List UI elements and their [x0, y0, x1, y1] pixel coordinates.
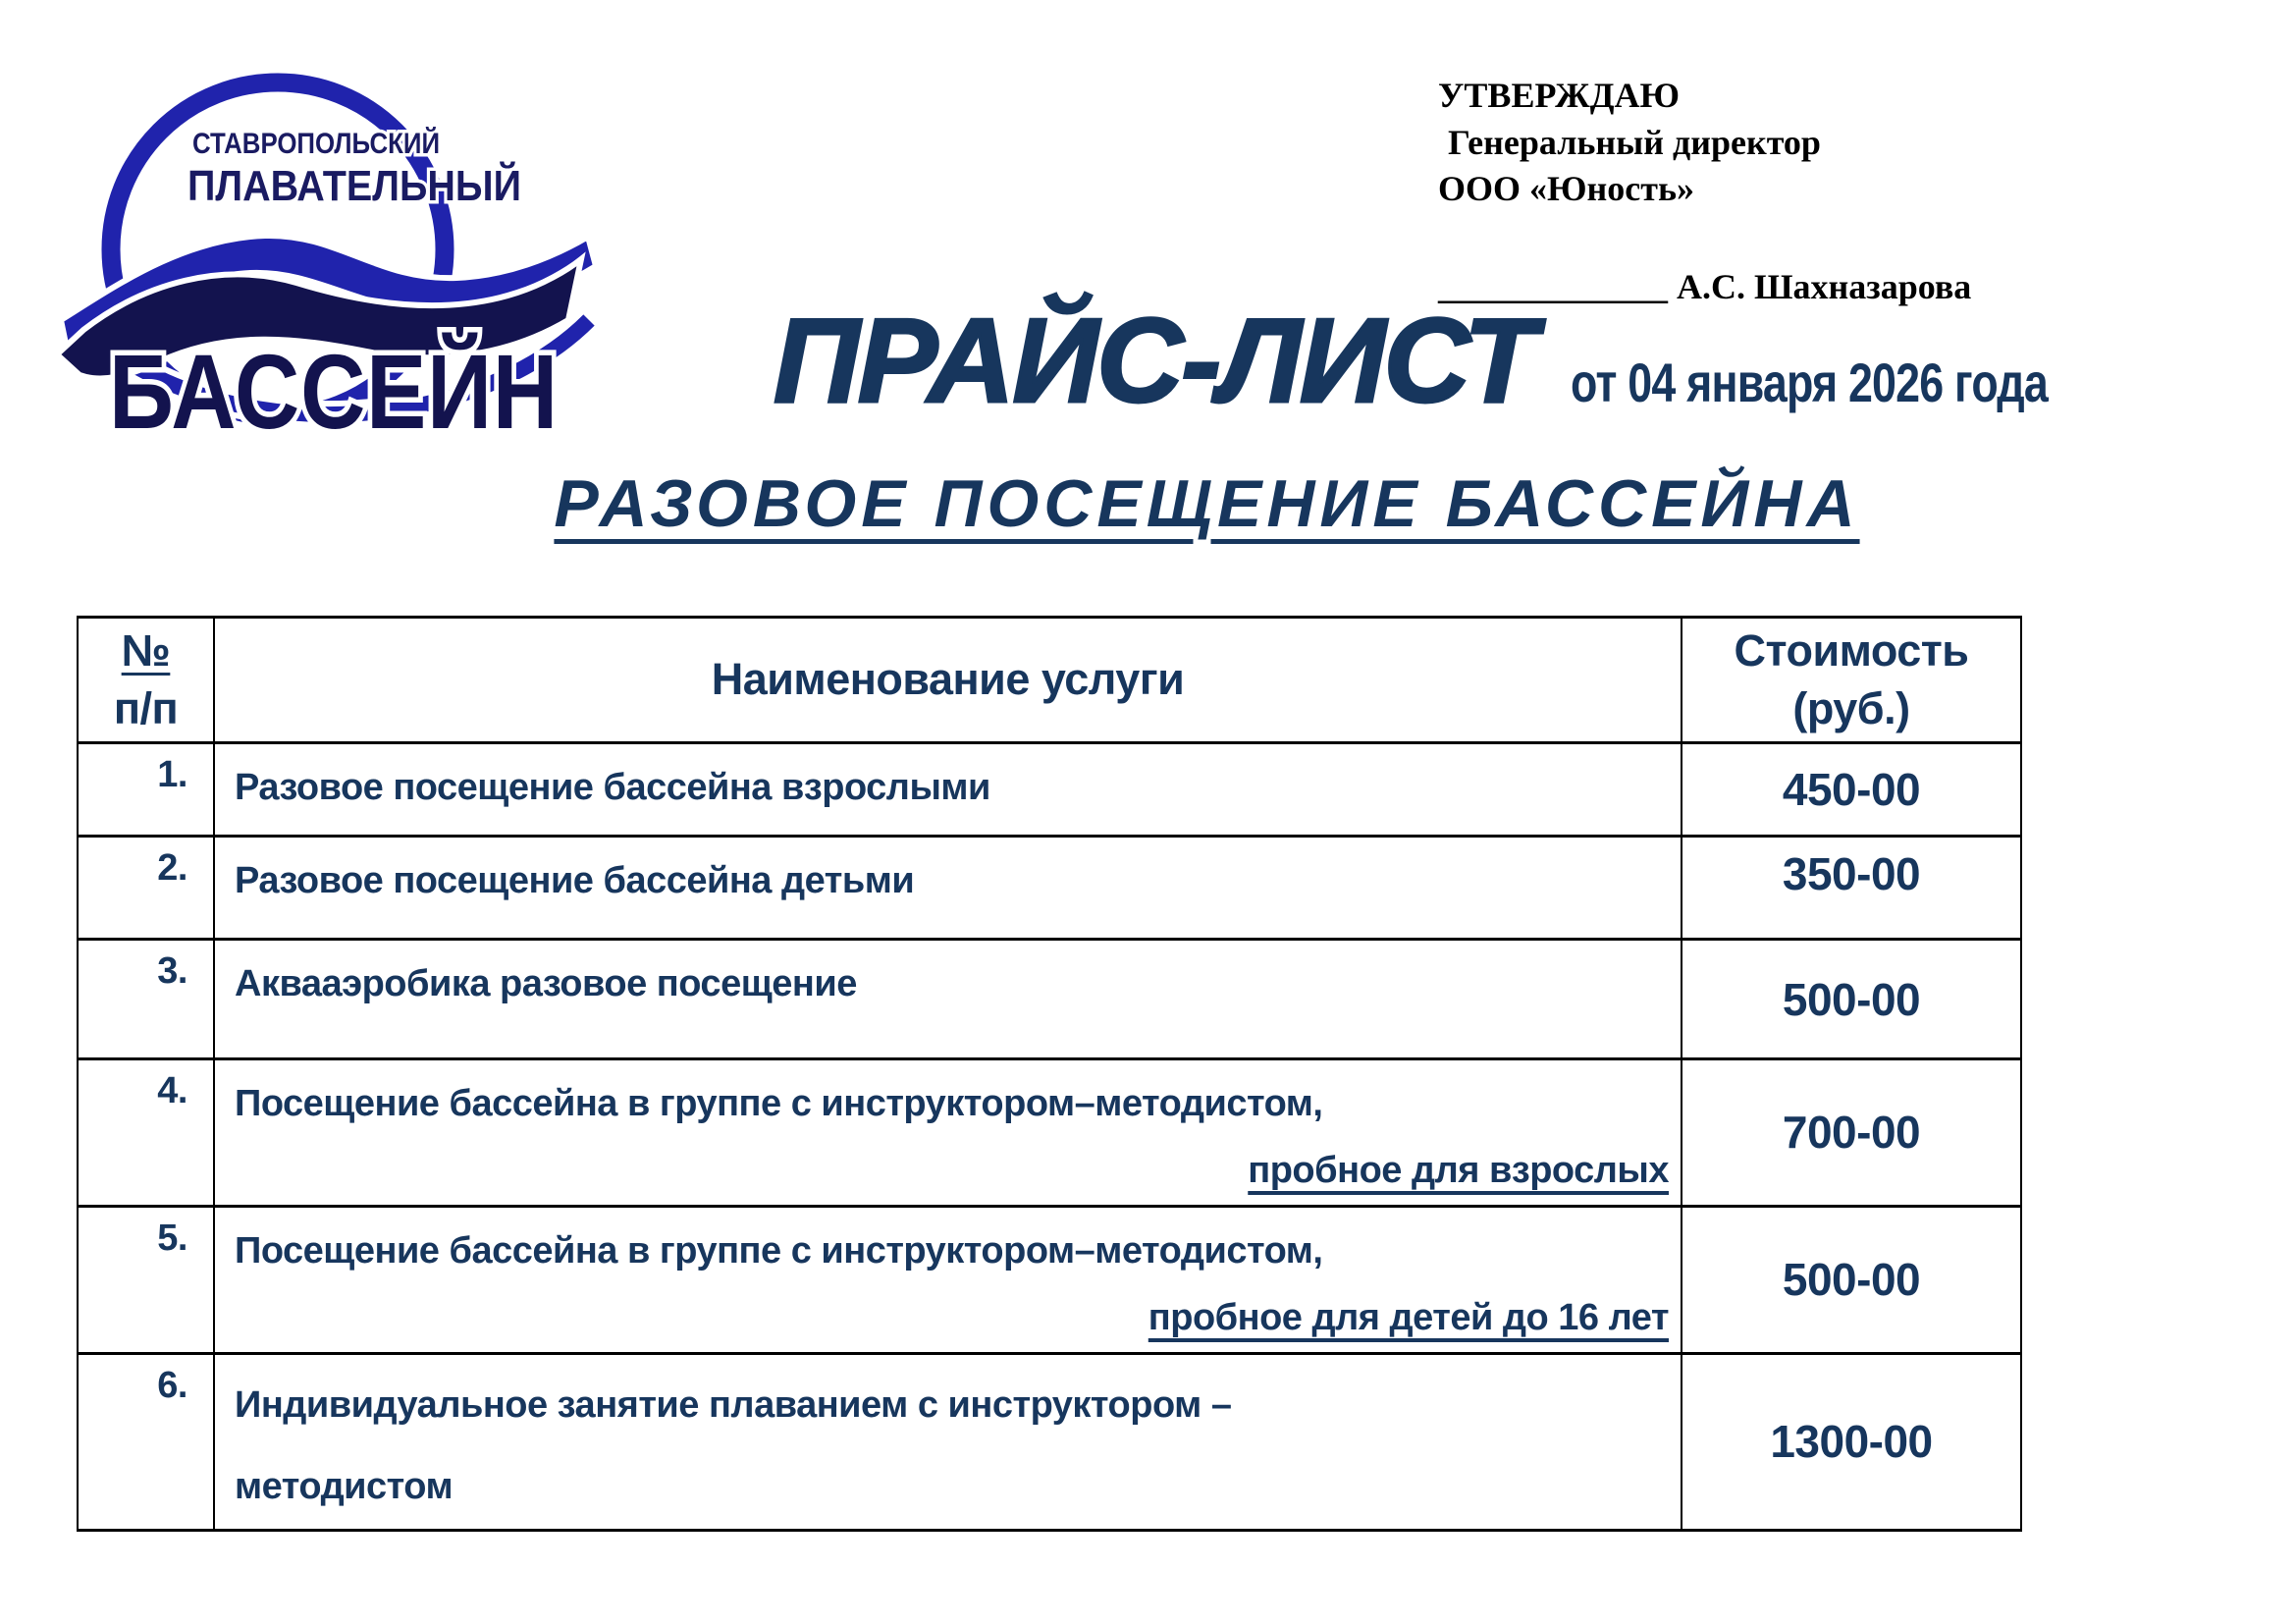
approval-word: УТВЕРЖДАЮ — [1438, 76, 1681, 115]
service-name — [214, 743, 1682, 837]
header-number-sign: № — [121, 625, 171, 676]
header-number — [78, 618, 214, 743]
signature-name: А.С. Шахназарова — [1677, 266, 1972, 306]
service-line: Посещение бассейна в группе с инструктором–методистом, — [235, 1229, 1323, 1272]
row-number: 1. — [78, 743, 214, 837]
logo-pool-text: БАССЕЙН — [109, 332, 559, 450]
header-number-sub: п/п — [113, 682, 179, 733]
table-row — [78, 743, 2021, 837]
service-name — [214, 940, 1682, 1059]
pool-logo — [54, 27, 604, 450]
service-line: пробное для детей до 16 лет — [1148, 1297, 1669, 1339]
price-table-body — [78, 743, 2021, 1531]
table-row — [78, 1059, 2021, 1207]
price-value: 1300-00 — [1682, 1353, 2021, 1530]
row-number: 6. — [78, 1353, 214, 1530]
service-name — [214, 837, 1682, 940]
approval-company: ООО «Юность» — [1438, 169, 1694, 209]
price-value: 500-00 — [1682, 940, 2021, 1059]
table-header-row — [78, 618, 2021, 743]
service-line: методистом — [235, 1466, 454, 1508]
service-line: Разовое посещение бассейна детьми — [235, 860, 915, 901]
row-number: 5. — [78, 1206, 214, 1353]
service-line: Посещение бассейна в группе с инструктором–методистом, — [235, 1083, 1323, 1124]
price-value: 700-00 — [1682, 1059, 2021, 1207]
service-name — [214, 1353, 1682, 1530]
table-row — [78, 1353, 2021, 1530]
row-number: 2. — [78, 837, 214, 940]
title-row — [774, 295, 2166, 426]
section-subtitle-text: РАЗОВОЕ ПОСЕЩЕНИЕ БАССЕЙНА — [554, 466, 1860, 541]
price-value: 350-00 — [1682, 837, 2021, 940]
title-date: от 04 января 2026 года — [1570, 352, 2048, 413]
section-subtitle — [118, 465, 2296, 542]
row-number: 3. — [78, 940, 214, 1059]
price-value: 500-00 — [1682, 1206, 2021, 1353]
service-line: Разовое посещение бассейна взрослыми — [235, 767, 990, 808]
header-price — [1682, 618, 2021, 743]
logo-city-text: СТАВРОПОЛЬСКИЙ — [192, 128, 480, 160]
logo-swimming-text: ПЛАВАТЕЛЬНЫЙ — [187, 162, 560, 210]
header-price-unit: (руб.) — [1792, 682, 1910, 733]
signature-blank: _____________ — [1438, 266, 1668, 306]
service-line: Аквааэробика разовое посещение — [235, 963, 857, 1004]
table-row — [78, 940, 2021, 1059]
header-service — [214, 618, 1682, 743]
header-service-text: Наименование услуги — [711, 654, 1185, 705]
price-value: 450-00 — [1682, 743, 2021, 837]
approval-block — [1438, 73, 1971, 310]
service-name — [214, 1059, 1682, 1207]
service-name — [214, 1206, 1682, 1353]
page-title: ПРАЙС-ЛИСТ — [774, 294, 1535, 427]
header-price-text: Стоимость — [1734, 625, 1969, 676]
table-row — [78, 1206, 2021, 1353]
service-line: Индивидуальное занятие плаванием с инструктором – — [235, 1383, 1232, 1426]
table-row — [78, 837, 2021, 940]
approval-director-title: Генеральный директор — [1448, 122, 1821, 162]
row-number: 4. — [78, 1059, 214, 1207]
service-line: пробное для взрослых — [1248, 1150, 1669, 1192]
price-table — [77, 616, 2022, 1532]
